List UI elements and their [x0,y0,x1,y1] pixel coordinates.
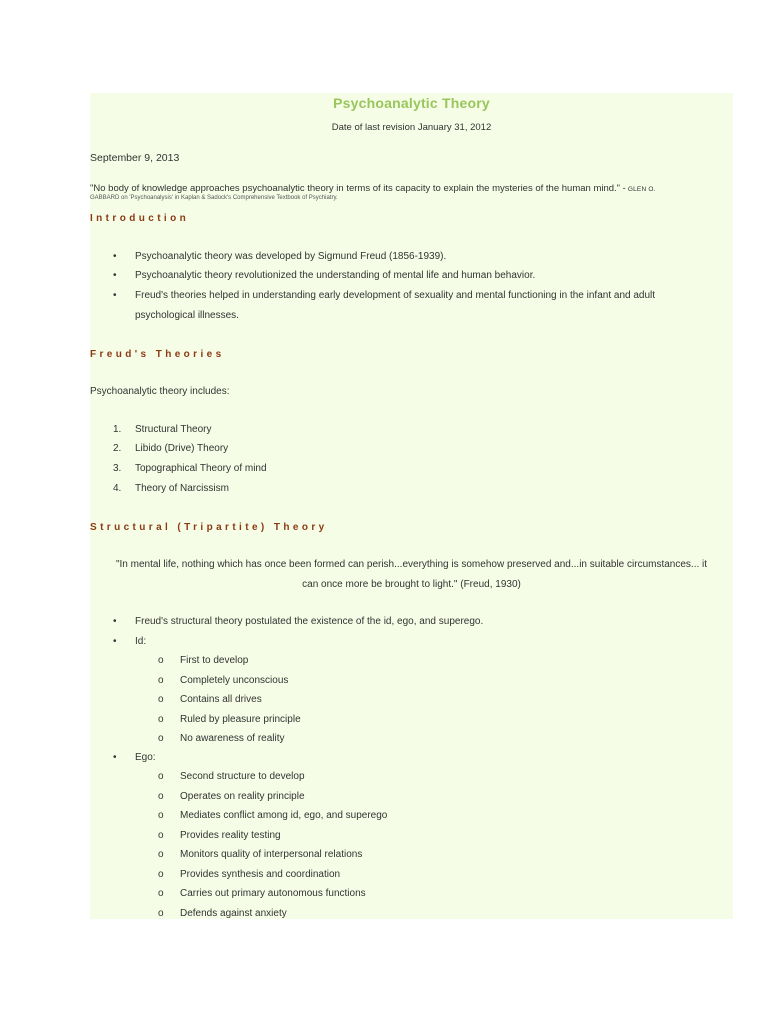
section-heading-introduction: Introduction [90,213,190,224]
list-item: Psychoanalytic theory revolutionized the understanding of mental life and human behavior. [135,270,536,281]
sub-bullet-marker: o [158,771,164,782]
sub-list-item: Operates on reality principle [180,791,305,802]
sub-list-item: Mediates conflict among id, ego, and superego [180,810,388,821]
sub-bullet-marker: o [158,849,164,860]
sub-bullet-marker: o [158,908,164,919]
revision-date: Date of last revision January 31, 2012 [331,122,492,133]
sub-list-item: Carries out primary autonomous functions [180,888,366,899]
bullet-marker: • [113,616,117,627]
list-number: 1. [113,424,122,435]
epigraph-source: GABBARD on 'Psychoanalysis' in Kaplan & Sadock's Comprehensive Textbook of Psychiatry. [90,195,338,201]
sub-bullet-marker: o [158,869,164,880]
sub-list-item: Defends against anxiety [180,908,287,919]
epigraph [90,183,656,194]
sub-bullet-marker: o [158,791,164,802]
bullet-marker: • [113,636,117,647]
list-item: Theory of Narcissism [135,483,229,494]
freud-quote-line-1: "In mental life, nothing which has once been formed can perish...everything is somehow preserved and...in suitable circumstances... it [115,559,708,570]
sub-list-item: No awareness of reality [180,733,285,744]
list-number: 2. [113,443,122,454]
list-item: Freud's structural theory postulated the existence of the id, ego, and superego. [135,616,484,627]
list-item-ego: Ego: [135,752,156,763]
sub-bullet-marker: o [158,810,164,821]
bullet-marker: • [113,290,117,301]
bullet-marker: • [113,752,117,763]
sub-list-item: Provides synthesis and coordination [180,869,341,880]
sub-list-item: Contains all drives [180,694,262,705]
freud-quote-line-2: can once more be brought to light." (Freud, 1930) [302,579,521,590]
sub-bullet-marker: o [158,714,164,725]
sub-bullet-marker: o [158,733,164,744]
list-number: 4. [113,483,122,494]
list-item: Topographical Theory of mind [135,463,267,474]
sub-list-item: Second structure to develop [180,771,305,782]
list-item: Psychoanalytic theory was developed by Sigmund Freud (1856-1939). [135,251,447,262]
list-item-id: Id: [135,636,147,647]
post-date: September 9, 2013 [90,152,180,164]
sub-list-item: Ruled by pleasure principle [180,714,301,725]
list-item: Structural Theory [135,424,212,435]
sub-bullet-marker: o [158,675,164,686]
bullet-marker: • [113,251,117,262]
sub-list-item: Completely unconscious [180,675,289,686]
epigraph-author: GLEN O. [625,186,656,193]
list-item-continuation: psychological illnesses. [135,310,239,321]
sub-list-item: Provides reality testing [180,830,281,841]
list-item: Libido (Drive) Theory [135,443,229,454]
sub-list-item: Monitors quality of interpersonal relations [180,849,363,860]
epigraph-text: "No body of knowledge approaches psychoanalytic theory in terms of its capacity to explain the mysteries of the human mind." - [90,183,626,194]
sub-bullet-marker: o [158,694,164,705]
page-title: Psychoanalytic Theory [333,95,490,111]
list-item: Freud's theories helped in understanding early development of sexuality and mental functioning in the infant and adult [135,290,656,301]
list-number: 3. [113,463,122,474]
sub-bullet-marker: o [158,888,164,899]
section-heading-structural-theory: Structural (Tripartite) Theory [90,522,328,533]
bullet-marker: • [113,270,117,281]
sub-bullet-marker: o [158,830,164,841]
sub-list-item: First to develop [180,655,249,666]
sub-bullet-marker: o [158,655,164,666]
section-heading-freuds-theories: Freud's Theories [90,349,225,360]
theories-intro: Psychoanalytic theory includes: [90,386,230,397]
document-page [90,93,733,919]
